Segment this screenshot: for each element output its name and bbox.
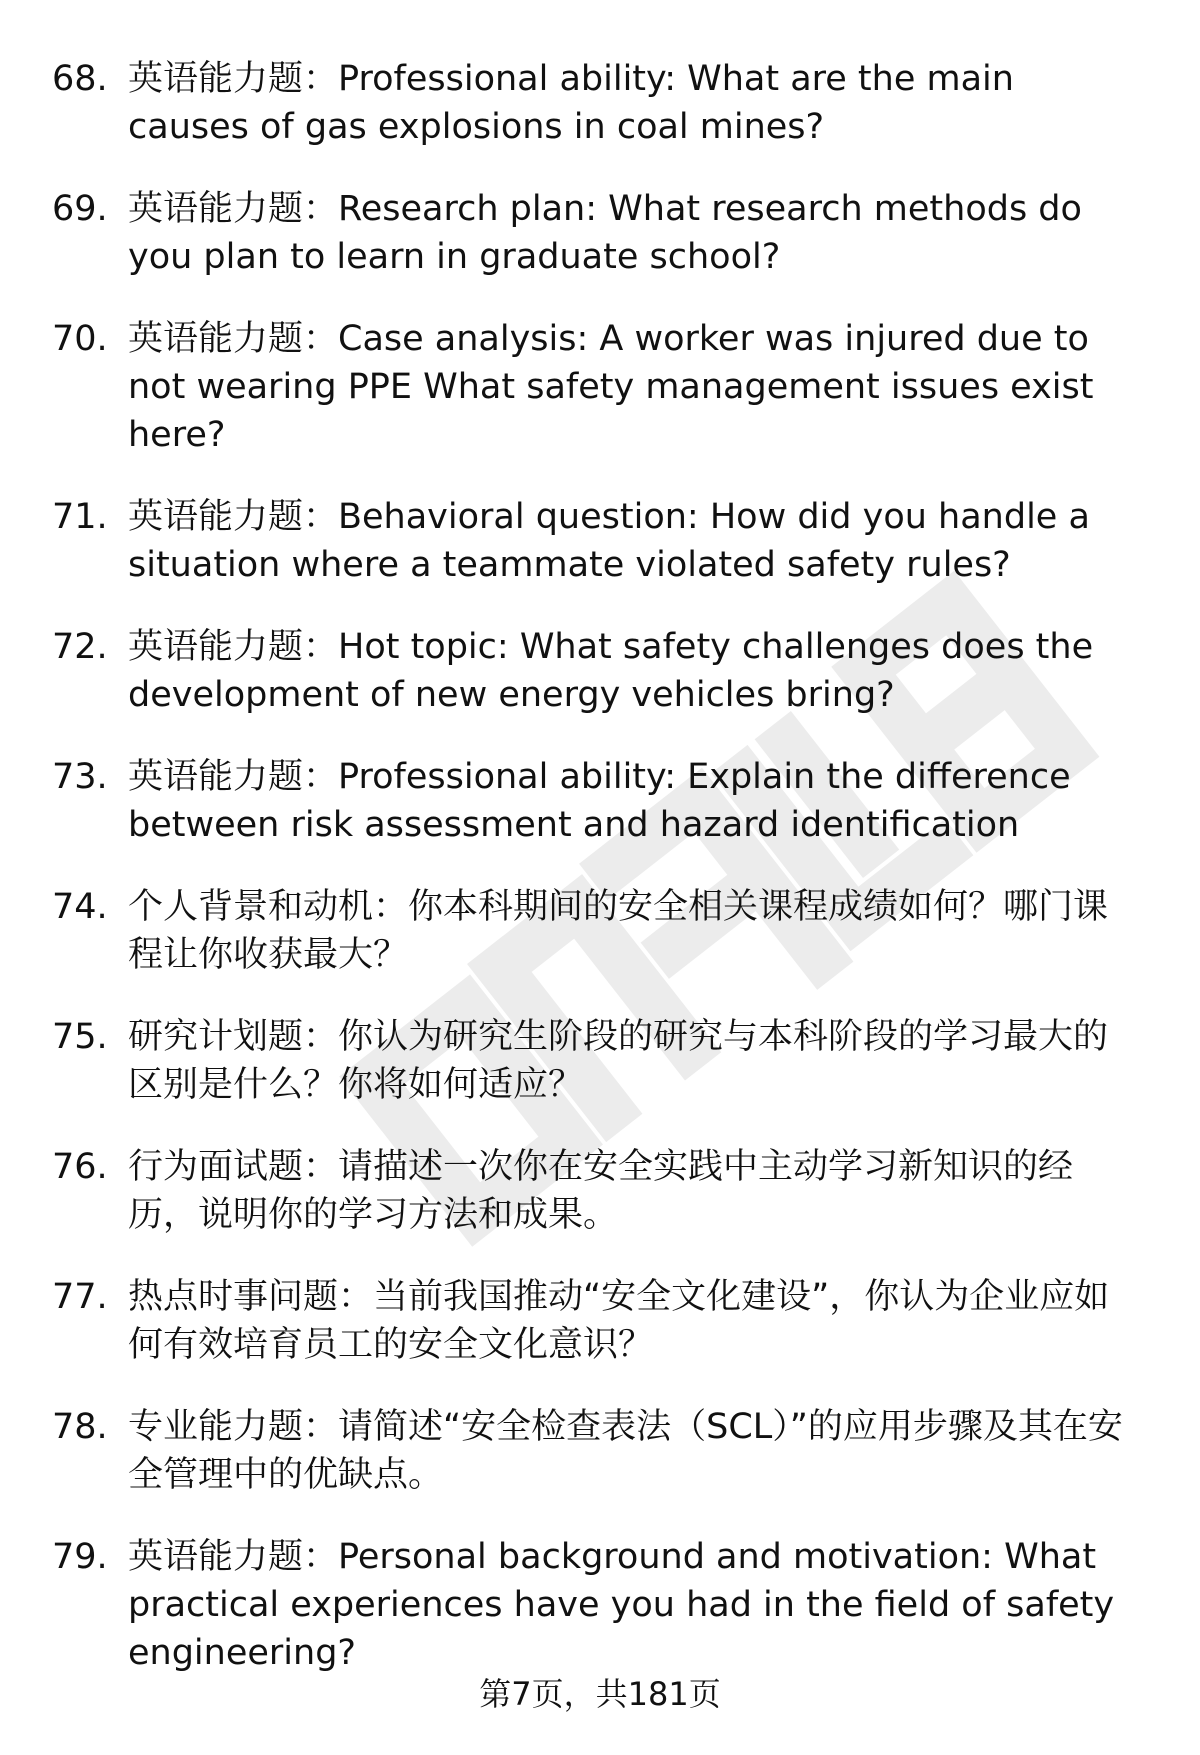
question-text: 个人背景和动机：你本科期间的安全相关课程成绩如何？哪门课程让你收获最大？ xyxy=(128,887,1109,975)
question-text: 英语能力题：Professional ability: Explain the difference between risk assessment and hazard identification xyxy=(128,757,1071,845)
question-number: 68. xyxy=(52,59,108,99)
question-text: 英语能力题：Case analysis: A worker was injured due to not wearing PPE What safety management issues exist here? xyxy=(128,319,1094,455)
question-text: 英语能力题：Professional ability: What are the main causes of gas explosions in coal mines? xyxy=(128,59,1014,147)
question-item xyxy=(0,55,1200,151)
question-text: 英语能力题：Hot topic: What safety challenges does the development of new energy vehicles bring? xyxy=(128,627,1094,715)
question-item xyxy=(0,1013,1200,1109)
page-footer: 第7页，共181页 xyxy=(479,1675,721,1713)
question-list xyxy=(0,55,1200,1711)
question-item xyxy=(0,1273,1200,1369)
question-item xyxy=(0,623,1200,719)
question-item xyxy=(0,315,1200,459)
question-number: 70. xyxy=(52,319,108,359)
question-number: 72. xyxy=(52,627,108,667)
question-item xyxy=(0,753,1200,849)
question-text: 英语能力题：Behavioral question: How did you handle a situation where a teammate violated safety rules? xyxy=(128,497,1090,585)
question-number: 73. xyxy=(52,757,108,797)
question-number: 76. xyxy=(52,1147,108,1187)
question-text: 研究计划题：你认为研究生阶段的研究与本科阶段的学习最大的区别是什么？你将如何适应？ xyxy=(128,1017,1109,1105)
question-item xyxy=(0,493,1200,589)
question-item xyxy=(0,185,1200,281)
question-item xyxy=(0,883,1200,979)
question-number: 77. xyxy=(52,1277,108,1317)
question-item xyxy=(0,1533,1200,1677)
question-number: 79. xyxy=(52,1537,108,1577)
question-text: 英语能力题：Research plan: What research methods do you plan to learn in graduate school? xyxy=(128,189,1082,277)
question-number: 69. xyxy=(52,189,108,229)
question-number: 71. xyxy=(52,497,108,537)
question-number: 78. xyxy=(52,1407,108,1447)
question-text: 热点时事问题：当前我国推动“安全文化建设”，你认为企业应如何有效培育员工的安全文化意识？ xyxy=(128,1277,1110,1365)
question-number: 75. xyxy=(52,1017,108,1057)
question-text: 行为面试题：请描述一次你在安全实践中主动学习新知识的经历，说明你的学习方法和成果。 xyxy=(128,1147,1074,1235)
question-item xyxy=(0,1143,1200,1239)
question-item xyxy=(0,1403,1200,1499)
question-text: 英语能力题：Personal background and motivation: What practical experiences have you had in the field of safety engineering? xyxy=(128,1537,1115,1673)
question-text: 专业能力题：请简述“安全检查表法（SCL）”的应用步骤及其在安全管理中的优缺点。 xyxy=(128,1407,1123,1495)
question-number: 74. xyxy=(52,887,108,927)
